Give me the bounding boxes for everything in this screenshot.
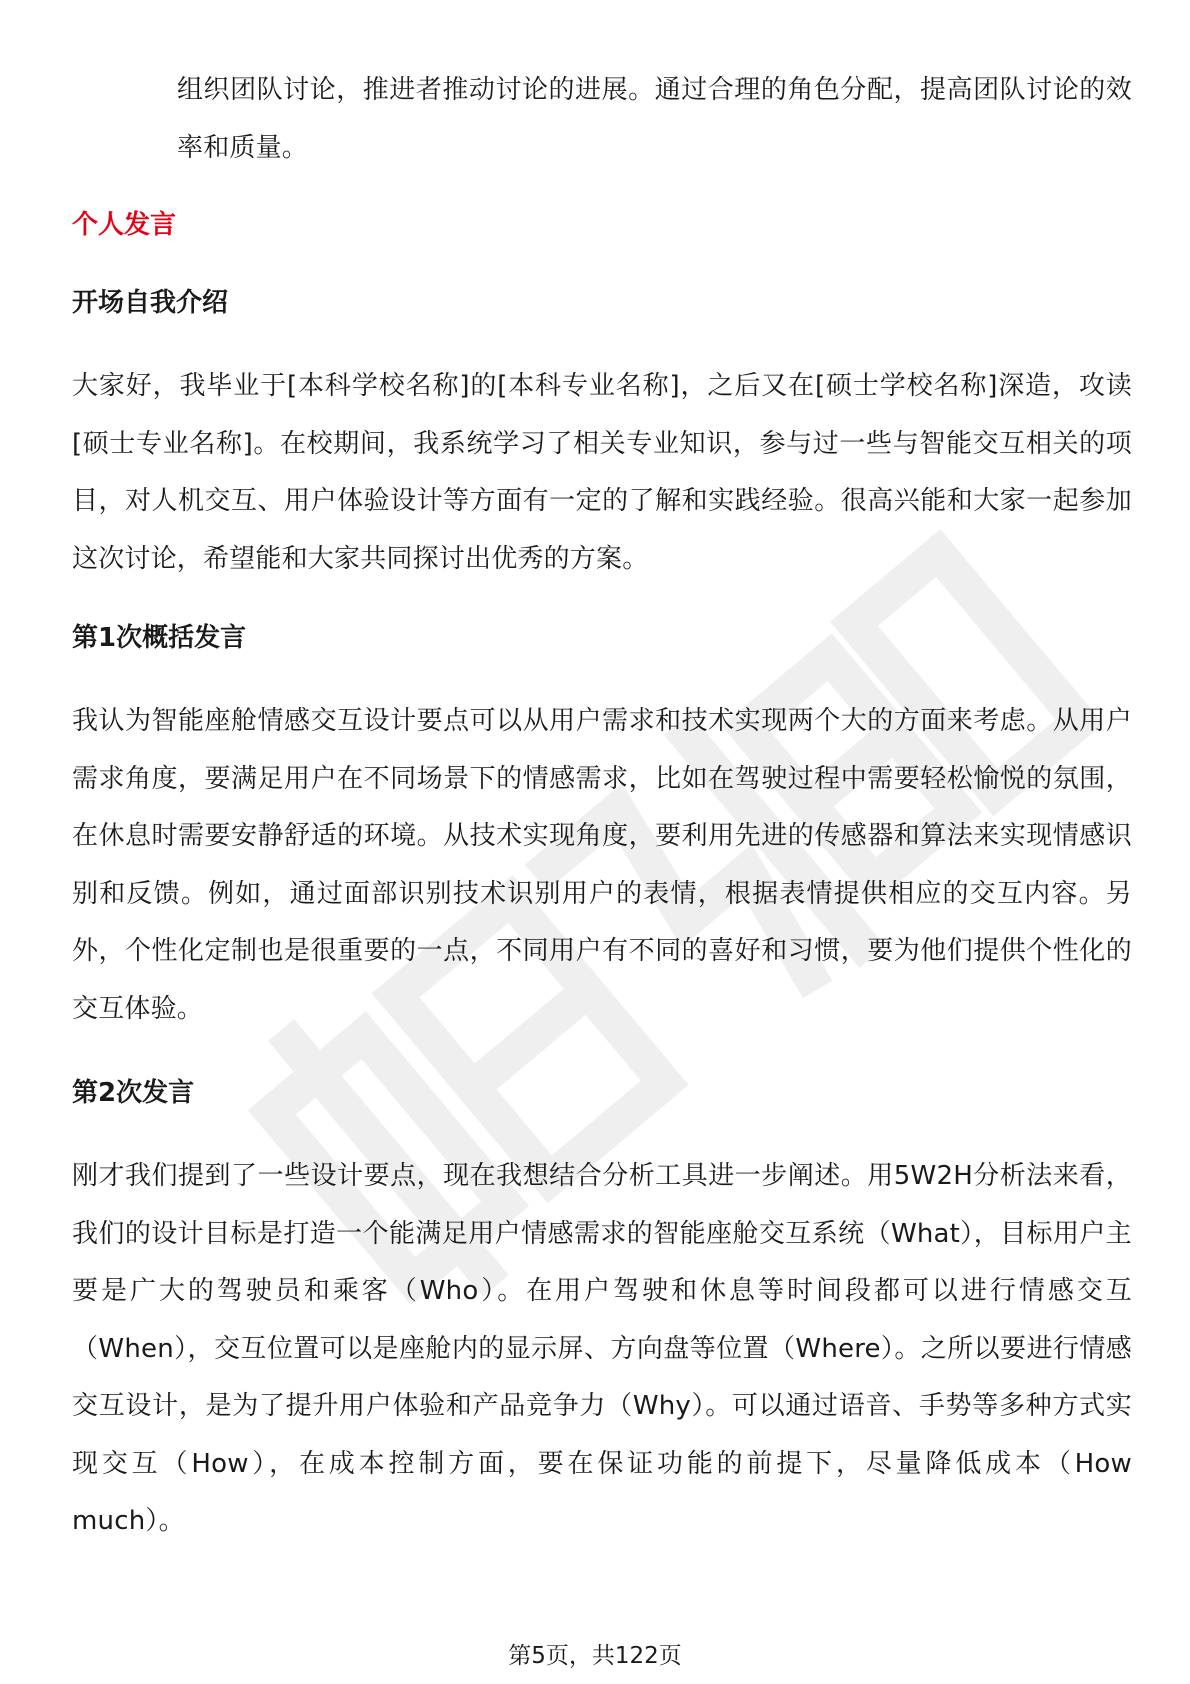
heading-first-speech: 第1次概括发言 xyxy=(72,623,247,653)
paragraph-self-intro: 大家好，我毕业于[本科学校名称]的[本科专业名称]，之后又在[硕士学校名称]深造，攻读[硕士专业名称]。在校期间，我系统学习了相关专业知识，参与过一些与智能交互相关的项目，对人机交互、用户体验设计等方面有一定的了解和实践经验。很高兴能和大家一起参加这次讨论，希望能和大家共同探讨出优秀的方案。 xyxy=(72,371,1132,574)
paragraph-second-speech: 刚才我们提到了一些设计要点，现在我想结合分析工具进一步阐述。用5W2H分析法来看，我们的设计目标是打造一个能满足用户情感需求的智能座舱交互系统（What），目标用户主要是广大的驾驶员和乘客（Who）。在用户驾驶和休息等时间段都可以进行情感交互（When），交互位置可以是座舱内的显示屏、方向盘等位置（Where）。之所以要进行情感交互设计，是为了提升用户体验和产品竞争力（Why）。可以通过语音、手势等多种方式实现交互（How），在成本控制方面，要在保证功能的前提下，尽量降低成本（How much）。 xyxy=(72,1161,1132,1536)
intro-continuation: 组织团队讨论，推进者推动讨论的进展。通过合理的角色分配，提高团队讨论的效率和质量。 xyxy=(177,75,1132,163)
paragraph-first-speech: 我认为智能座舱情感交互设计要点可以从用户需求和技术实现两个大的方面来考虑。从用户需求角度，要满足用户在不同场景下的情感需求，比如在驾驶过程中需要轻松愉悦的氛围，在休息时需要安静舒适的环境。从技术实现角度，要利用先进的传感器和算法来实现情感识别和反馈。例如，通过面部识别技术识别用户的表情，根据表情提供相应的交互内容。另外，个性化定制也是很重要的一点，不同用户有不同的喜好和习惯，要为他们提供个性化的交互体验。 xyxy=(72,706,1132,1024)
page-content xyxy=(72,62,1132,1551)
section-title: 个人发言 xyxy=(72,210,177,240)
page-footer: 第5页，共122页 xyxy=(508,1643,682,1669)
heading-self-intro: 开场自我介绍 xyxy=(72,288,229,318)
heading-second-speech: 第2次发言 xyxy=(72,1078,195,1108)
